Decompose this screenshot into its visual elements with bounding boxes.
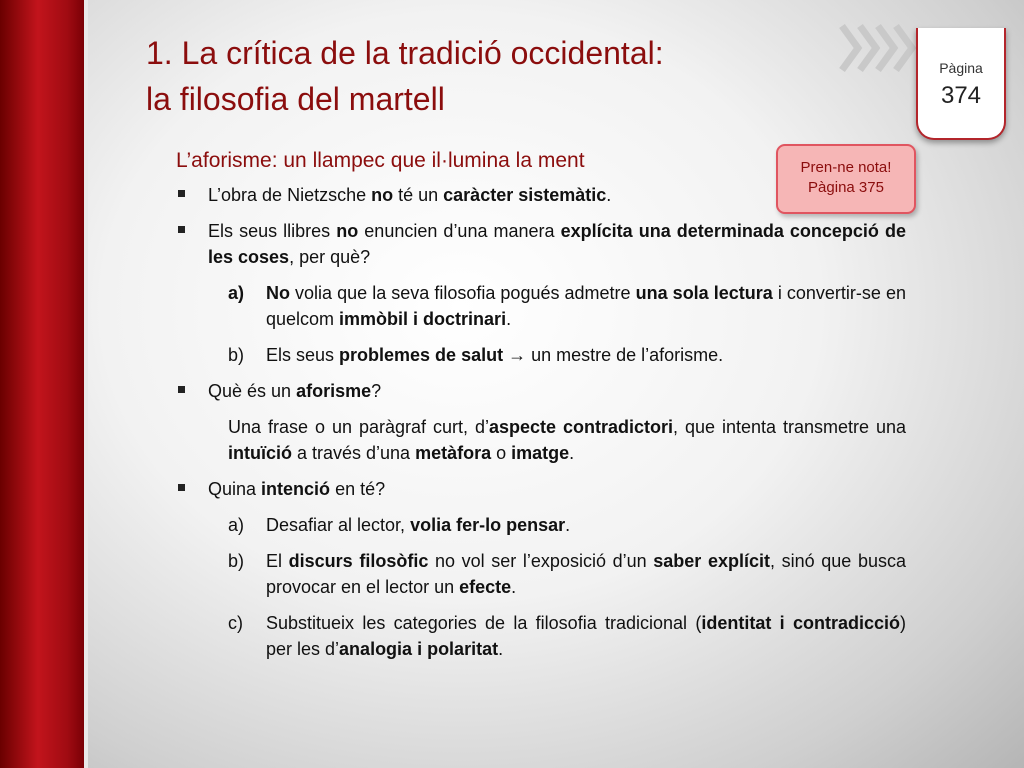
text-run: enuncien d’una manera [358,221,561,241]
text-run: . [511,577,517,597]
text-run: té un [393,185,444,205]
bold-run: efecte [459,577,512,597]
title-line-2: la filosofia del martell [146,81,445,117]
text-run: . [606,185,612,205]
page-number: 374 [940,82,982,109]
page-label: Pàgina [939,60,983,76]
note-line-2: Pàgina 375 [808,179,884,196]
list-marker: c) [228,613,243,633]
list-marker: b) [228,345,245,365]
text-run: , sinó que busca provocar en el lector un [266,551,906,597]
sub-item [176,342,906,368]
bold-run: imatge [511,443,570,463]
text-run: volia que la seva filosofia pogués admetre [290,283,636,303]
text-run: ) per les d’ [266,613,906,659]
bold-run: identitat i contradicció [701,613,900,633]
text-run: , que intenta transmetre una [672,417,906,437]
slide-title [146,30,866,122]
text-run: . [569,443,575,463]
bullet-item [176,476,906,502]
title-line-1: 1. La crítica de la tradició occidental: [146,35,664,71]
list-marker: a) [228,515,245,535]
section-subtitle: L’aforisme: un llampec que il·lumina la ment [176,149,585,172]
text-run: , per què? [289,247,371,267]
bold-run: metàfora [415,443,492,463]
bold-run: no [371,185,394,205]
bold-run: discurs filosòfic [288,551,429,571]
page-reference-box [916,28,1006,140]
bold-run: saber explícit [653,551,770,571]
note-line-1: Pren-ne nota! [800,159,892,176]
sidebar-band [0,0,84,768]
bold-run: intuïció [228,443,292,463]
text-run: El [266,551,289,571]
text-run: no vol ser l’exposició d’un [428,551,654,571]
text-run: Desafiar al lector, [266,515,411,535]
bold-run: problemes de salut [339,345,504,365]
bold-run: volia fer-lo pensar [410,515,566,535]
list-marker: a) [228,283,245,303]
text-run: Els seus llibres [208,221,337,241]
bold-run: intenció [261,479,331,499]
text-run: . [565,515,571,535]
bold-run: analogia i polaritat [339,639,499,659]
text-run: . [506,309,512,329]
text-run: Què és un [208,381,297,401]
bullet-item [176,182,906,208]
sidebar-edge [84,0,88,768]
bold-run: explícita una determinada concepció de les coses [208,221,906,267]
text-run: i convertir-se en quelcom [266,283,906,329]
text-run: Una frase o un paràgraf curt, d’ [228,417,489,437]
text-run: ? [371,381,382,401]
sub-item [176,280,906,332]
text-run: . [498,639,504,659]
sub-item [176,610,906,662]
bold-run: aforisme [296,381,372,401]
sub-item [176,548,906,600]
text-run: L’obra de Nietzsche [208,185,372,205]
text-run: en té? [330,479,386,499]
bold-run: caràcter sistemàtic [443,185,607,205]
text-run: Quina [208,479,262,499]
text-run: a través d’una [292,443,416,463]
text-run: → un mestre de l’aforisme. [503,345,724,365]
slide-content [176,146,906,672]
bold-run: no [336,221,359,241]
bullet-item [176,218,906,270]
bold-run: immòbil i doctrinari [339,309,507,329]
list-marker: b) [228,551,245,571]
bold-run: No [266,283,290,303]
text-run: o [491,443,512,463]
text-run: Substitueix les categories de la filosofia tradicional ( [266,613,702,633]
bold-run: aspecte contradictori [488,417,673,437]
text-run: Els seus [266,345,340,365]
sub-item [176,512,906,538]
definition-paragraph [176,414,906,466]
bullet-item [176,378,906,404]
bold-run: una sola lectura [635,283,773,303]
